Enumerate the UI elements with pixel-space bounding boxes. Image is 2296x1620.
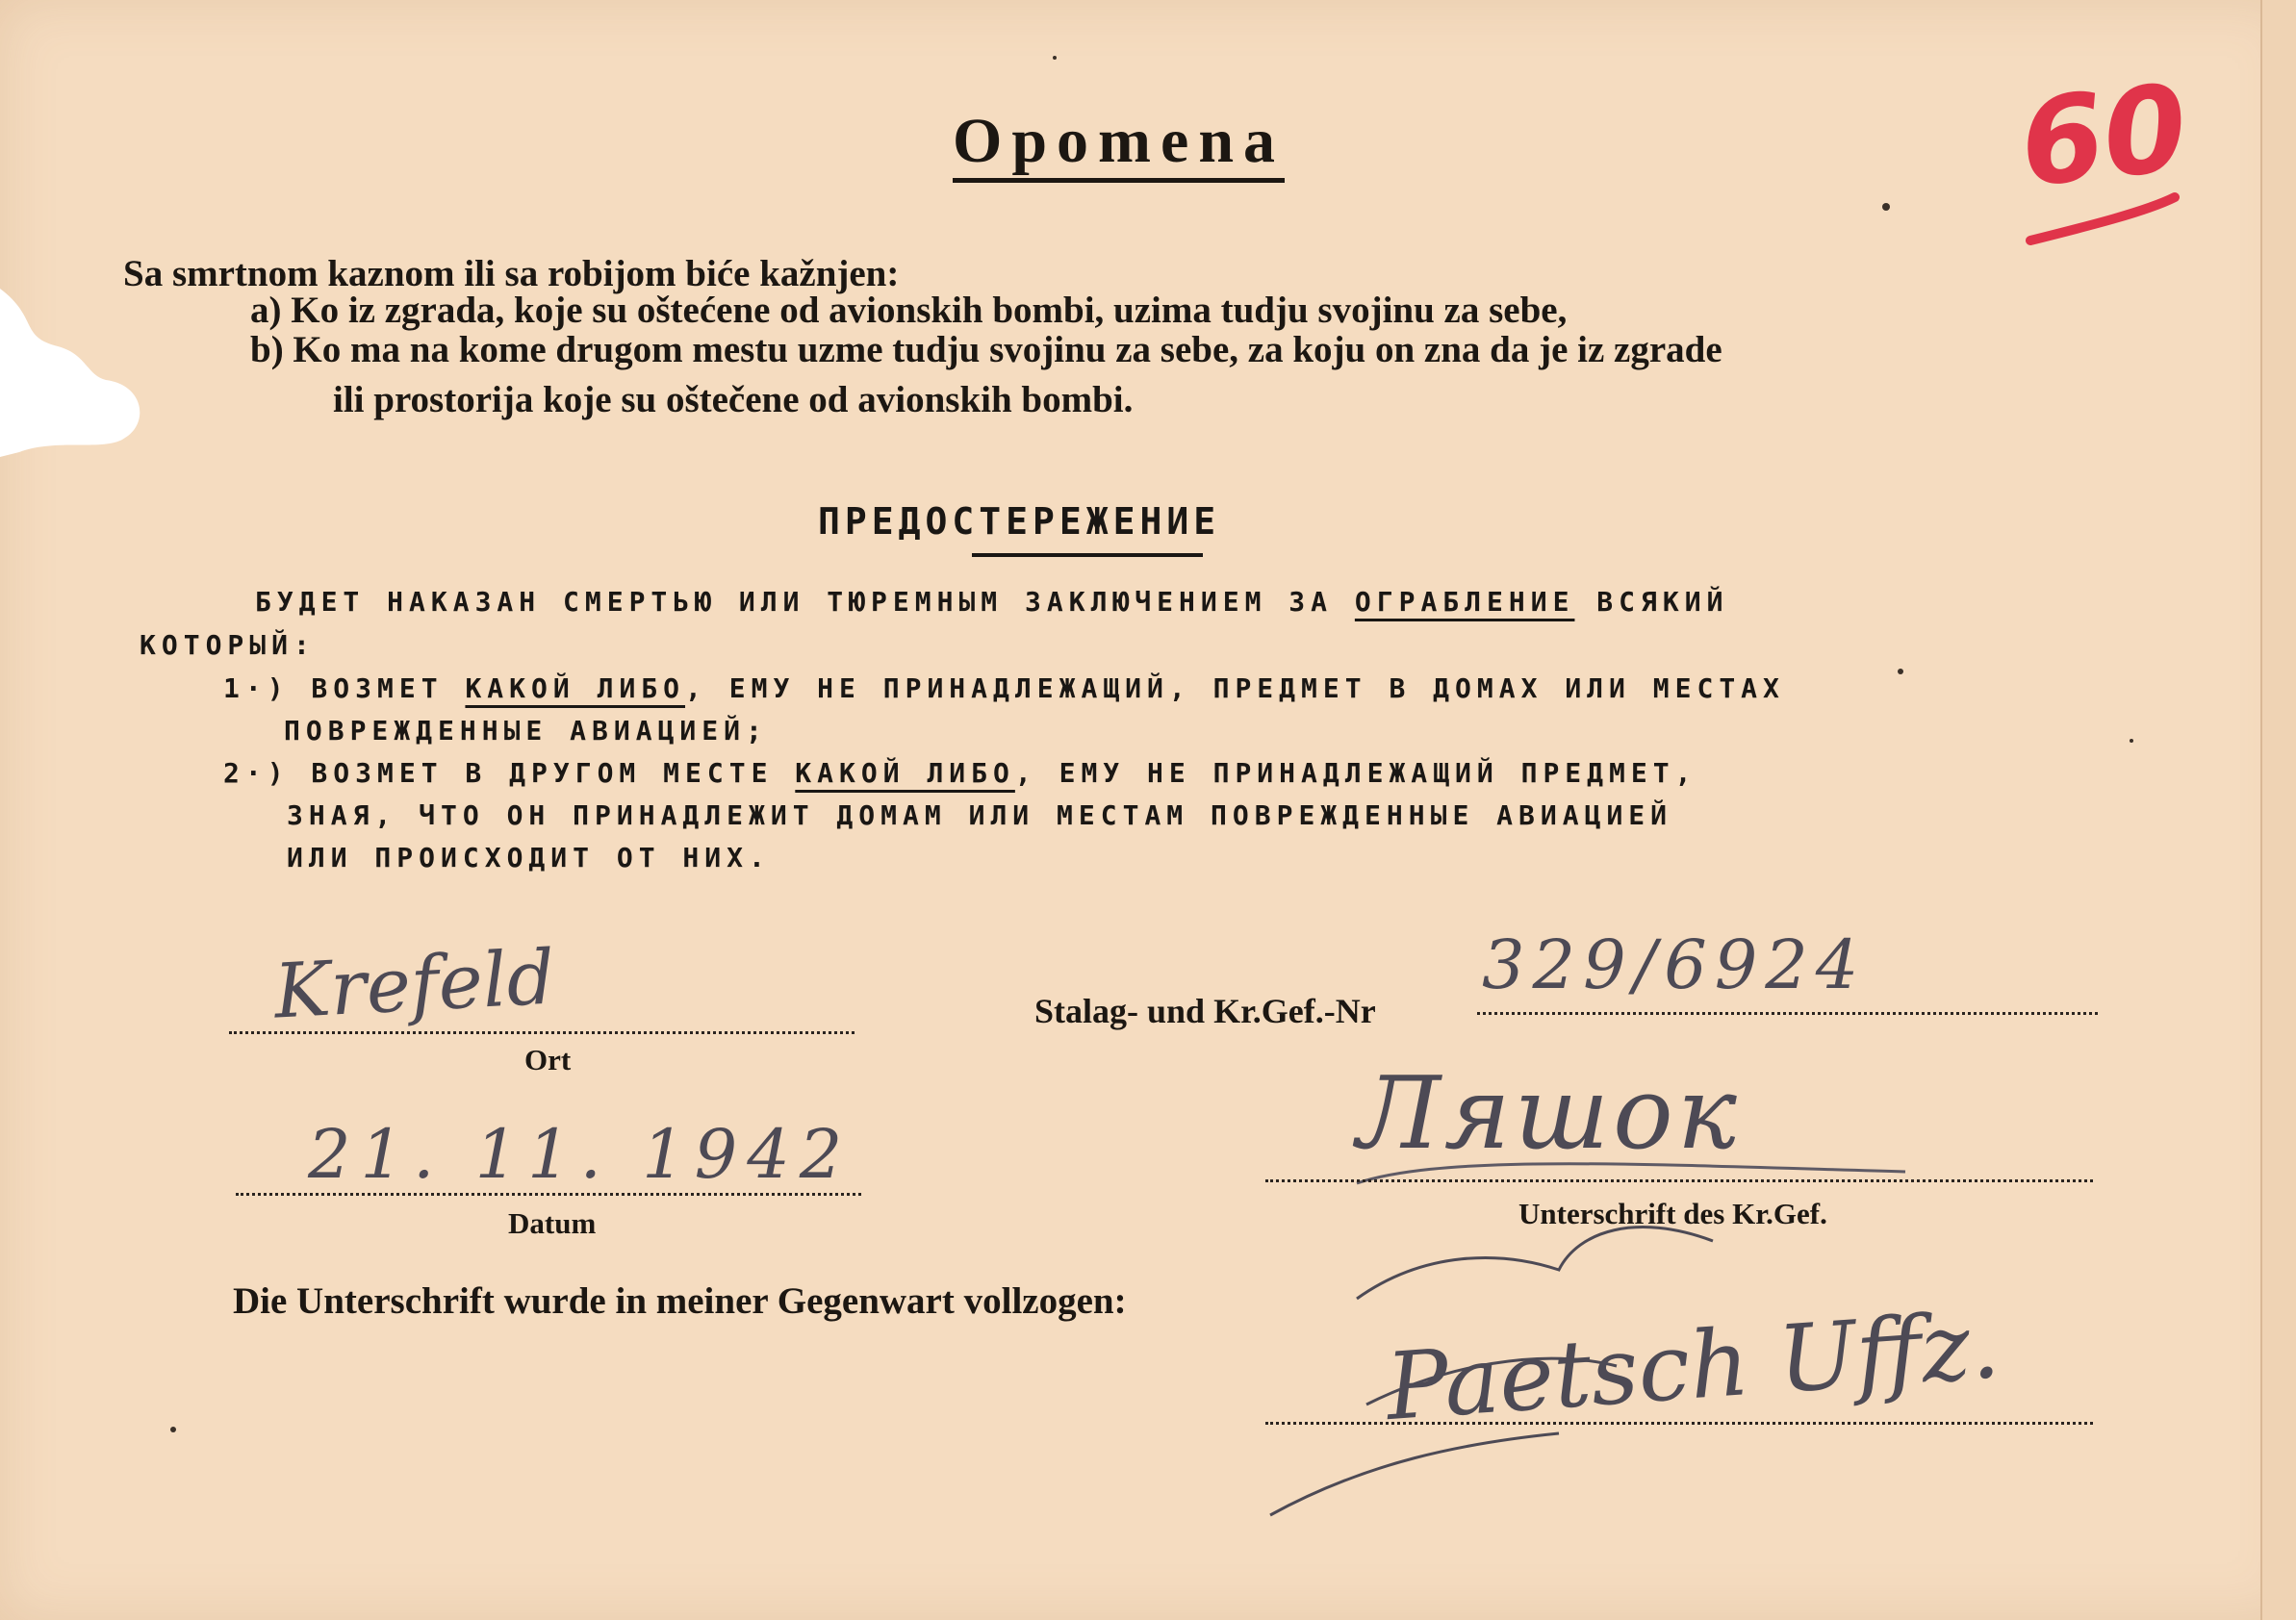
ort-field-line [229,1031,855,1034]
stalag-field-line [1477,1012,2098,1015]
russian-line-3 [223,672,1785,704]
serbian-item-a: a) Ko iz zgrada, koje su oštećene od avionskih bombi, uzima tudju svojinu za sebe, [250,290,1568,331]
russian-line-1-underlined: ОГРАБЛЕНИЕ [1354,586,1575,618]
russian-title-underline [972,553,1203,557]
page-title: Opomena [953,108,1285,183]
ort-value: Krefeld [271,934,557,1036]
russian-line-1-b: ВСЯКИЙ [1574,586,1729,618]
russian-line-3-b: , ЕМУ НЕ ПРИНАДЛЕЖАЩИЙ, ПРЕДМЕТ В ДОМАХ ИЛИ МЕСТАХ [685,672,1785,704]
russian-line-3-a: 1·) ВОЗМЕТ [223,672,466,704]
witness-field-line [1265,1422,2093,1425]
serbian-item-b-line1: b) Ko ma na kome drugom mestu uzme tudju svojinu za sebe, za koju on zna da je iz zgrade [250,329,1722,370]
russian-line-5-a: 2·) ВОЗМЕТ В ДРУГОМ МЕСТЕ [223,757,796,789]
russian-line-4: ПОВРЕЖДЕННЫЕ АВИАЦИЕЙ; [284,715,768,747]
russian-line-5-b: , ЕМУ НЕ ПРИНАДЛЕЖАЩИЙ ПРЕДМЕТ, [1014,757,1697,789]
signature-field-line [1265,1179,2093,1182]
stalag-label: Stalag- und Kr.Gef.-Nr [1034,992,1376,1030]
russian-line-1-a: БУДЕТ НАКАЗАН СМЕРТЬЮ ИЛИ ТЮРЕМНЫМ ЗАКЛЮЧЕНИЕМ ЗА [255,586,1355,618]
witness-signature: Paetsch Uffz. [1382,1290,2003,1442]
russian-line-2: КОТОРЫЙ: [140,629,316,661]
datum-label: Datum [508,1206,597,1240]
witness-statement: Die Unterschrift wurde in meiner Gegenwart vollzogen: [233,1280,1127,1322]
prisoner-signature: Ляшок [1357,1054,1741,1172]
russian-line-5-underlined: КАКОЙ ЛИБО [795,757,1015,789]
serbian-intro: Sa smrtnom kaznom ili sa robijom biće kažnjen: [123,253,900,294]
russian-line-1 [255,586,1729,618]
serbian-item-b-line2: ili prostorija koje su oštečene od avionskih bombi. [333,379,1134,420]
russian-line-5 [223,757,1697,789]
signature-label: Unterschrift des Kr.Gef. [1518,1197,1827,1230]
stalag-number-value: 329/6924 [1482,925,1867,1004]
russian-line-3-underlined: КАКОЙ ЛИБО [465,672,686,704]
ort-label: Ort [524,1043,572,1076]
datum-field-line [236,1193,861,1196]
russian-line-6: ЗНАЯ, ЧТО ОН ПРИНАДЛЕЖИТ ДОМАМ ИЛИ МЕСТАМ ПОВРЕЖДЕННЫЕ АВИАЦИЕЙ [287,799,1673,831]
datum-value: 21. 11. 1942 [308,1115,853,1194]
russian-line-7: ИЛИ ПРОИСХОДИТ ОТ НИХ. [287,842,771,873]
red-annotation-number: 60 [2013,59,2194,215]
russian-title-text: ПРЕДОСТЕРЕЖЕНИЕ [818,500,1221,543]
russian-title [818,500,1221,543]
